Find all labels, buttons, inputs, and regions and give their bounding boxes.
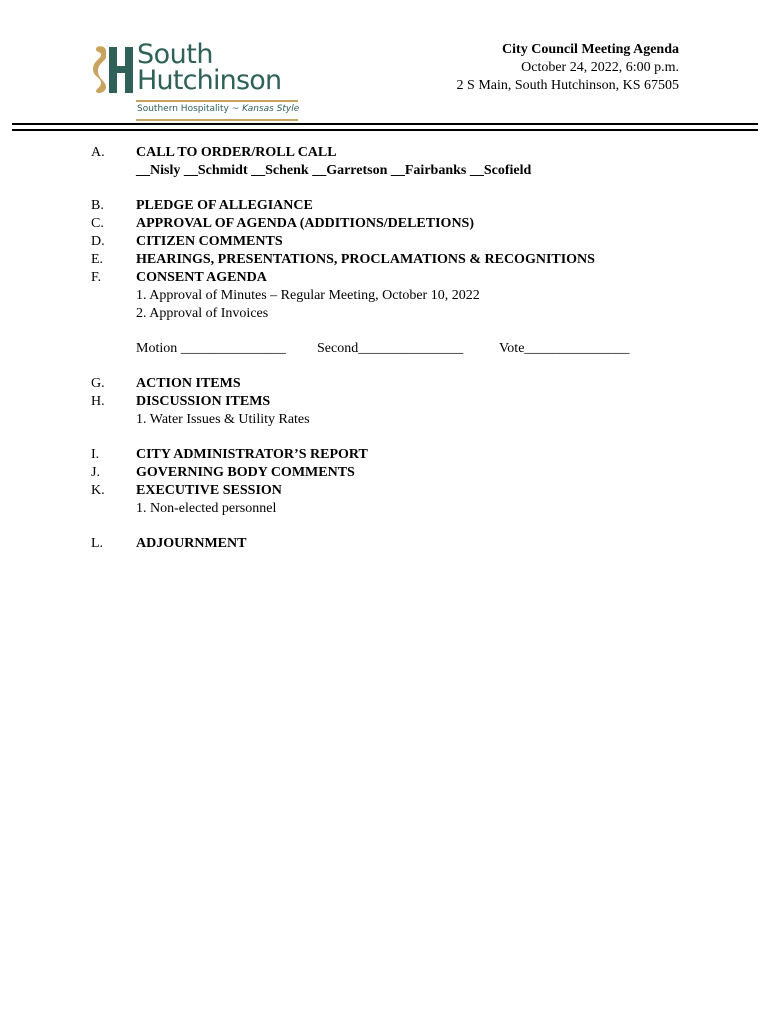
logo-tagline: Southern Hospitality ~ Kansas Style	[137, 104, 300, 114]
item-title: GOVERNING BODY COMMENTS	[136, 465, 355, 480]
meeting-address: 2 S Main, South Hutchinson, KS 67505	[456, 78, 679, 93]
south-hutchinson-logo-mark-icon	[92, 45, 136, 95]
item-letter: D.	[91, 234, 105, 249]
item-letter: G.	[91, 376, 105, 391]
agenda-item-l	[0, 535, 770, 553]
agenda-item-f	[0, 269, 770, 287]
item-title: EXECUTIVE SESSION	[136, 483, 282, 498]
agenda-item-h	[0, 393, 770, 411]
roll-call-names	[0, 162, 770, 180]
meeting-datetime: October 24, 2022, 6:00 p.m.	[521, 60, 679, 75]
agenda-item-g	[0, 375, 770, 393]
item-title: CONSENT AGENDA	[136, 270, 267, 285]
item-letter: I.	[91, 447, 100, 462]
sub-item-text: 1. Non-elected personnel	[136, 501, 277, 516]
agenda-item-j	[0, 464, 770, 482]
agenda-item-b	[0, 197, 770, 215]
item-letter: A.	[91, 145, 105, 160]
agenda-item-a	[0, 144, 770, 162]
sub-item	[0, 287, 770, 305]
agenda-item-c	[0, 215, 770, 233]
item-letter: C.	[91, 216, 104, 231]
agenda-item-k	[0, 482, 770, 500]
item-title: CITY ADMINISTRATOR’S REPORT	[136, 447, 368, 462]
item-letter: F.	[91, 270, 102, 285]
logo-text-south: South	[137, 39, 213, 70]
roll-call-list: __Nisly __Schmidt __Schenk __Garretson __Fairbanks __Scofield	[136, 163, 532, 178]
second-field: Second_______________	[317, 341, 464, 356]
logo-divider	[136, 119, 298, 121]
meeting-title: City Council Meeting Agenda	[502, 42, 679, 57]
item-title: DISCUSSION ITEMS	[136, 394, 271, 409]
logo-text-hutchinson: Hutchinson	[137, 65, 282, 96]
agenda-list	[0, 144, 770, 553]
item-title: APPROVAL OF AGENDA (ADDITIONS/DELETIONS)	[136, 216, 475, 231]
header-divider	[12, 129, 758, 131]
agenda-item-e	[0, 251, 770, 269]
item-letter: J.	[91, 465, 100, 480]
item-title: CALL TO ORDER/ROLL CALL	[136, 145, 337, 160]
item-letter: B.	[91, 198, 104, 213]
item-letter: L.	[91, 536, 104, 551]
city-logo	[92, 39, 307, 124]
vote-field: Vote_______________	[499, 341, 630, 356]
sub-item-text: 1. Approval of Minutes – Regular Meeting, October 10, 2022	[136, 288, 480, 303]
logo-divider	[136, 100, 298, 102]
sub-item	[0, 411, 770, 429]
item-letter: E.	[91, 252, 104, 267]
item-title: HEARINGS, PRESENTATIONS, PROCLAMATIONS & RECOGNITIONS	[136, 252, 595, 267]
agenda-item-d	[0, 233, 770, 251]
item-title: ACTION ITEMS	[136, 376, 241, 391]
agenda-item-i	[0, 446, 770, 464]
sub-item	[0, 500, 770, 518]
motion-field: Motion _______________	[136, 341, 286, 356]
item-title: CITIZEN COMMENTS	[136, 234, 283, 249]
motion-line	[0, 340, 770, 358]
sub-item	[0, 305, 770, 323]
header-divider	[12, 123, 758, 125]
sub-item-text: 2. Approval of Invoices	[136, 306, 269, 321]
item-letter: K.	[91, 483, 105, 498]
item-letter: H.	[91, 394, 105, 409]
item-title: ADJOURNMENT	[136, 536, 247, 551]
item-title: PLEDGE OF ALLEGIANCE	[136, 198, 313, 213]
meeting-header	[457, 41, 679, 95]
sub-item-text: 1. Water Issues & Utility Rates	[136, 412, 310, 427]
